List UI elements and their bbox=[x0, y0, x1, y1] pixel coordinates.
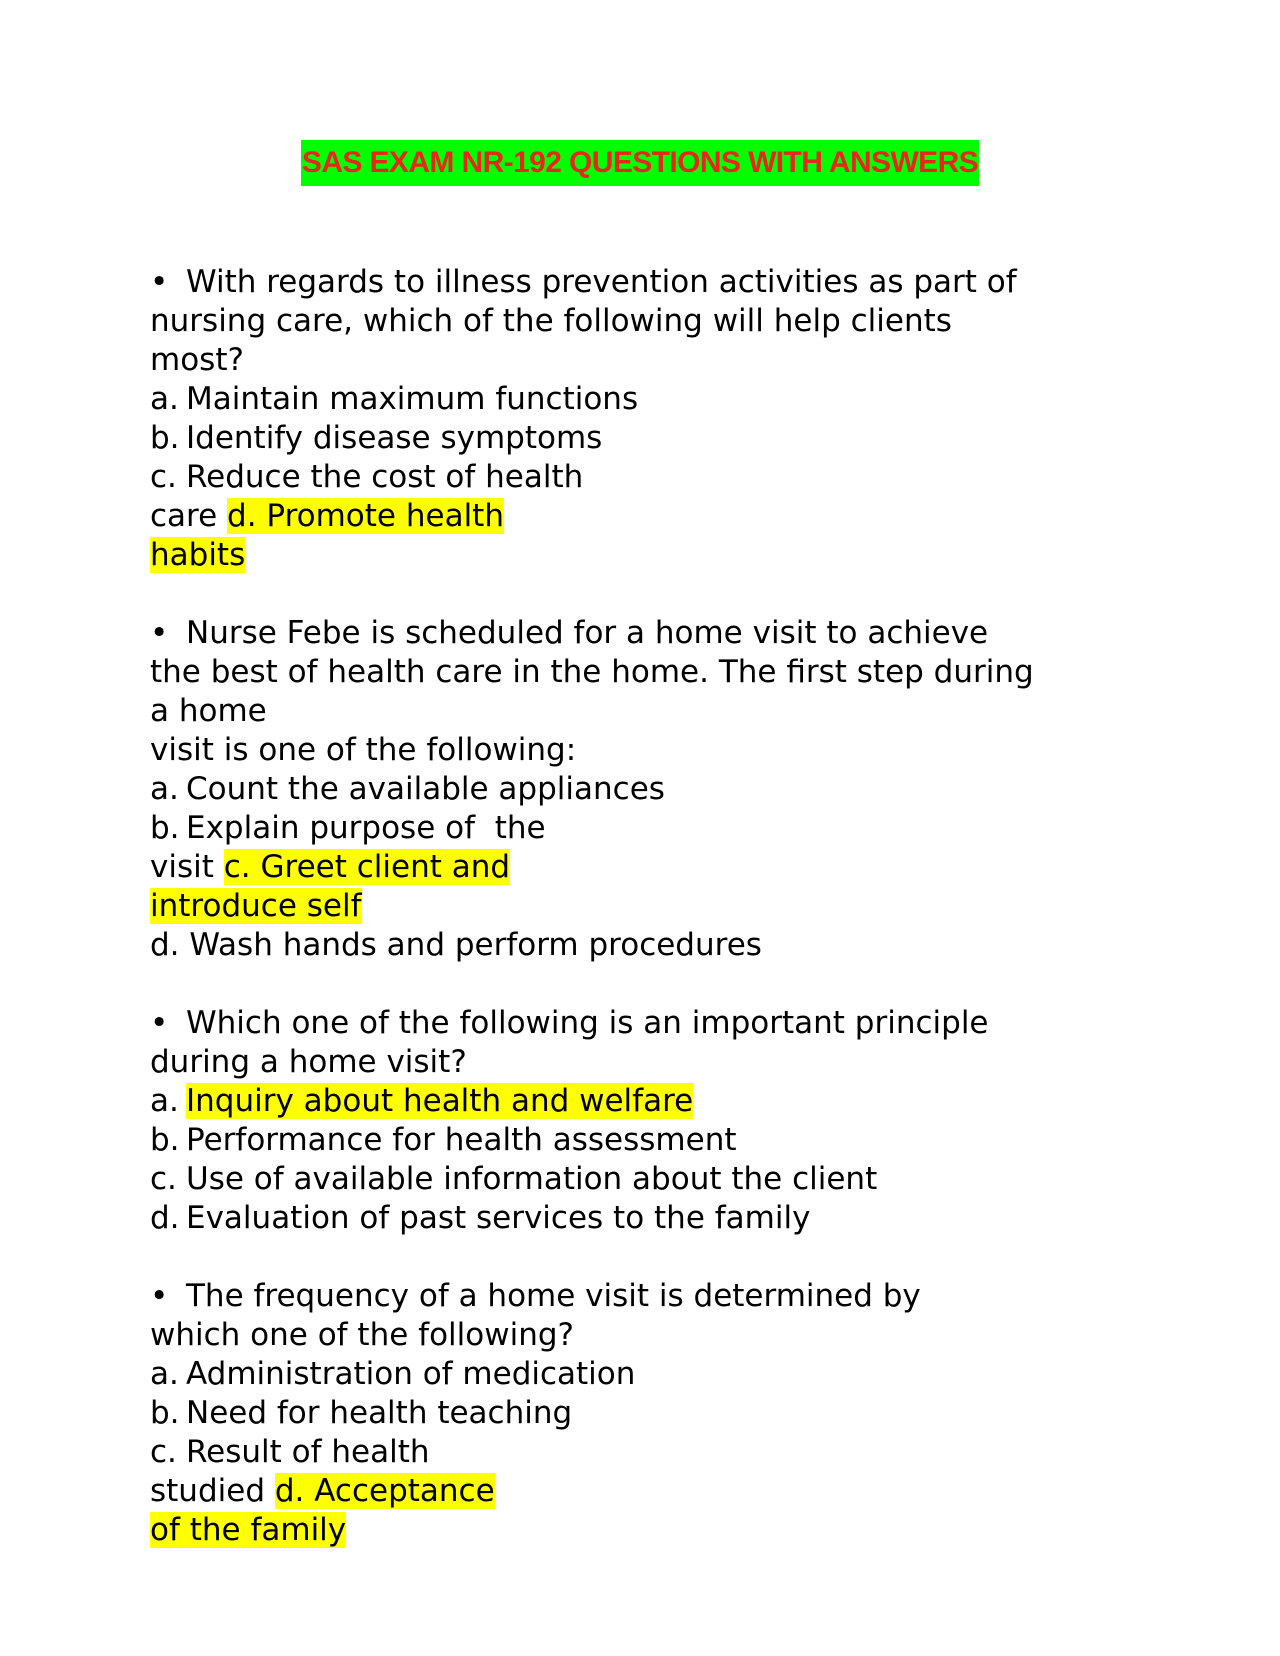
option-text: Result of health bbox=[186, 1434, 430, 1470]
question-4-option-c-continued bbox=[150, 1472, 1110, 1511]
question-4-stem-line-2: which one of the following? bbox=[150, 1317, 574, 1353]
question-2-stem-text-1: Nurse Febe is scheduled for a home visit to achieve bbox=[186, 615, 989, 651]
option-label: d. bbox=[150, 1200, 180, 1236]
option-label: c. bbox=[150, 459, 177, 495]
question-2-stem-line-4: visit is one of the following: bbox=[150, 732, 577, 768]
question-3-option-d bbox=[150, 1199, 1110, 1238]
question-3 bbox=[150, 1004, 1110, 1238]
option-label: b. bbox=[150, 1122, 180, 1158]
highlighted-answer: d. Promote health bbox=[227, 498, 504, 534]
option-text: studied bbox=[150, 1473, 265, 1509]
question-4-option-d-continued bbox=[150, 1511, 1110, 1550]
option-label: a. bbox=[150, 1083, 179, 1119]
highlighted-answer: of the family bbox=[150, 1512, 347, 1548]
option-text: Performance for health assessment bbox=[186, 1122, 737, 1158]
question-4-option-b bbox=[150, 1394, 1110, 1433]
question-4-stem-text-1: The frequency of a home visit is determined by bbox=[186, 1278, 921, 1314]
question-2-option-a bbox=[150, 770, 1110, 809]
option-label: c. bbox=[150, 1434, 177, 1470]
option-label: b. bbox=[150, 420, 180, 456]
option-label: c. bbox=[150, 1161, 177, 1197]
highlighted-answer: introduce self bbox=[150, 888, 362, 924]
question-2-stem-line-1 bbox=[150, 614, 1110, 653]
question-3-option-b bbox=[150, 1121, 1110, 1160]
option-text: Need for health teaching bbox=[186, 1395, 573, 1431]
highlighted-answer: Inquiry about health and welfare bbox=[186, 1083, 694, 1119]
bullet-icon: • bbox=[150, 615, 169, 651]
question-3-stem-text-1: Which one of the following is an important principle bbox=[186, 1005, 989, 1041]
question-2-option-b-continued bbox=[150, 848, 1110, 887]
question-1-stem-line-1 bbox=[150, 263, 1110, 302]
option-text: Count the available appliances bbox=[186, 771, 665, 807]
question-2-option-b bbox=[150, 809, 1110, 848]
question-4-option-a bbox=[150, 1355, 1110, 1394]
option-text: Maintain maximum functions bbox=[186, 381, 639, 417]
question-1-stem-line-3: most? bbox=[150, 342, 244, 378]
question-4 bbox=[150, 1277, 1110, 1550]
bullet-icon: • bbox=[150, 1278, 169, 1314]
question-2 bbox=[150, 614, 1110, 965]
question-list bbox=[150, 263, 1110, 1550]
question-1-option-c-continued bbox=[150, 497, 1110, 536]
option-text: Identify disease symptoms bbox=[186, 420, 603, 456]
bullet-icon: • bbox=[150, 1005, 169, 1041]
title-row bbox=[0, 140, 1280, 186]
question-3-stem-line-1 bbox=[150, 1004, 1110, 1043]
question-1-option-d-continued bbox=[150, 536, 1110, 575]
question-1-stem-line-2: nursing care, which of the following will help clients bbox=[150, 303, 952, 339]
question-1-option-b bbox=[150, 419, 1110, 458]
option-label: a. bbox=[150, 381, 179, 417]
option-label: a. bbox=[150, 1356, 179, 1392]
question-1-option-c bbox=[150, 458, 1110, 497]
question-1 bbox=[150, 263, 1110, 575]
question-2-option-c-continued bbox=[150, 887, 1110, 926]
option-label: a. bbox=[150, 771, 179, 807]
option-label: b. bbox=[150, 810, 180, 846]
question-1-option-a bbox=[150, 380, 1110, 419]
question-3-option-c bbox=[150, 1160, 1110, 1199]
question-2-option-d: d. Wash hands and perform procedures bbox=[150, 927, 762, 963]
question-2-stem-line-3: a home bbox=[150, 693, 267, 729]
question-4-option-c bbox=[150, 1433, 1110, 1472]
question-4-stem-line-1 bbox=[150, 1277, 1110, 1316]
option-text: Use of available information about the client bbox=[186, 1161, 878, 1197]
option-text: Explain purpose of the bbox=[186, 810, 546, 846]
document-title: SAS EXAM NR-192 QUESTIONS WITH ANSWERS bbox=[301, 140, 979, 186]
option-text: Evaluation of past services to the family bbox=[186, 1200, 811, 1236]
highlighted-answer: habits bbox=[150, 537, 246, 573]
question-3-stem-line-2: during a home visit? bbox=[150, 1044, 467, 1080]
option-text: visit bbox=[150, 849, 214, 885]
question-2-stem-line-2: the best of health care in the home. The first step during bbox=[150, 654, 1034, 690]
question-3-option-a bbox=[150, 1082, 1110, 1121]
bullet-icon: • bbox=[150, 264, 169, 300]
highlighted-answer: d. Acceptance bbox=[274, 1473, 495, 1509]
option-text: Administration of medication bbox=[186, 1356, 636, 1392]
option-text: care bbox=[150, 498, 218, 534]
question-1-stem-text-1: With regards to illness prevention activities as part of bbox=[186, 264, 1017, 300]
option-text: Reduce the cost of health bbox=[186, 459, 584, 495]
highlighted-answer: c. Greet client and bbox=[223, 849, 511, 885]
option-label: b. bbox=[150, 1395, 180, 1431]
